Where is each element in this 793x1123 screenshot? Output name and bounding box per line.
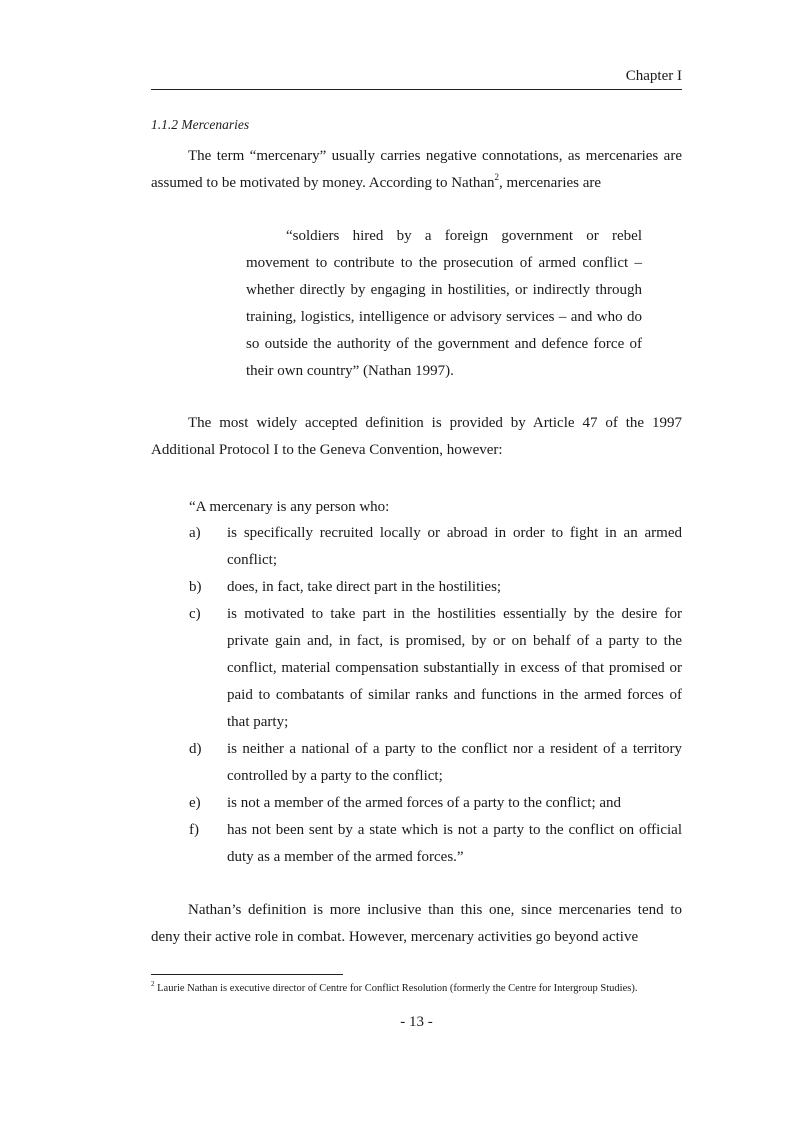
item-text: has not been sent by a state which is not a party to the conflict on official duty as a member of the armed forces.” xyxy=(227,822,682,865)
section-heading: 1.1.2 Mercenaries xyxy=(151,117,250,132)
definition-item xyxy=(189,520,682,574)
page-number: - 13 - xyxy=(400,1014,433,1030)
definition-item xyxy=(189,601,682,736)
definition-item xyxy=(189,817,682,871)
footnote-rule xyxy=(151,974,343,975)
item-text: is not a member of the armed forces of a party to the conflict; and xyxy=(227,795,622,811)
paragraph-intro-text: The term “mercenary” usually carries negative connotations, as mercenaries are assumed to be motivated by money. According to Nathan xyxy=(151,148,682,191)
item-text: is motivated to take part in the hostilities essentially by the desire for private gain and, in fact, is promised, by or on behalf of a party to the conflict, material compensation substantially in excess of that promised or paid to combatants of similar ranks and functions in the armed forces of that party; xyxy=(227,606,682,730)
header-rule xyxy=(151,89,682,90)
paragraph-closing xyxy=(151,897,682,951)
item-text: is specifically recruited locally or abroad in order to fight in an armed conflict; xyxy=(227,525,682,568)
item-letter: c) xyxy=(189,606,201,622)
definition-item xyxy=(189,574,682,601)
footnote-text: Laurie Nathan is executive director of Centre for Conflict Resolution (formerly the Centre for Intergroup Studies). xyxy=(154,983,638,994)
block-quote: “soldiers hired by a foreign government or rebel movement to contribute to the prosecution of armed conflict – whether directly by engaging in hostilities, or indirectly through training, logistics, intelligence or advisory services – and who do so outside the authority of the government and defence force of their own country” (Nathan 1997). xyxy=(246,228,642,379)
paragraph-intro-tail: , mercenaries are xyxy=(499,175,602,191)
footnote-ref: 2 xyxy=(494,172,500,182)
footnote-number: 2 xyxy=(151,979,155,988)
item-letter: a) xyxy=(189,525,201,541)
paragraph-definition-lead xyxy=(151,410,682,464)
running-head: Chapter I xyxy=(625,68,682,84)
item-letter: e) xyxy=(189,795,201,811)
definition-item xyxy=(189,736,682,790)
item-text: does, in fact, take direct part in the hostilities; xyxy=(227,579,502,595)
item-text: is neither a national of a party to the conflict nor a resident of a territory controlled by a party to the conflict; xyxy=(227,741,682,784)
footnote xyxy=(151,979,682,996)
paragraph-closing-text: Nathan’s definition is more inclusive than this one, since mercenaries tend to deny their active role in combat. However, mercenary activities go beyond active xyxy=(151,902,682,945)
definition-item xyxy=(189,790,682,817)
definition-list xyxy=(189,520,682,871)
item-letter: f) xyxy=(189,822,199,838)
paragraph-definition-lead-text: The most widely accepted definition is provided by Article 47 of the 1997 Additional Protocol I to the Geneva Convention, however: xyxy=(151,415,682,458)
definition-intro: “A mercenary is any person who: xyxy=(189,499,390,515)
item-letter: d) xyxy=(189,741,202,757)
paragraph-intro xyxy=(151,143,682,197)
item-letter: b) xyxy=(189,579,202,595)
